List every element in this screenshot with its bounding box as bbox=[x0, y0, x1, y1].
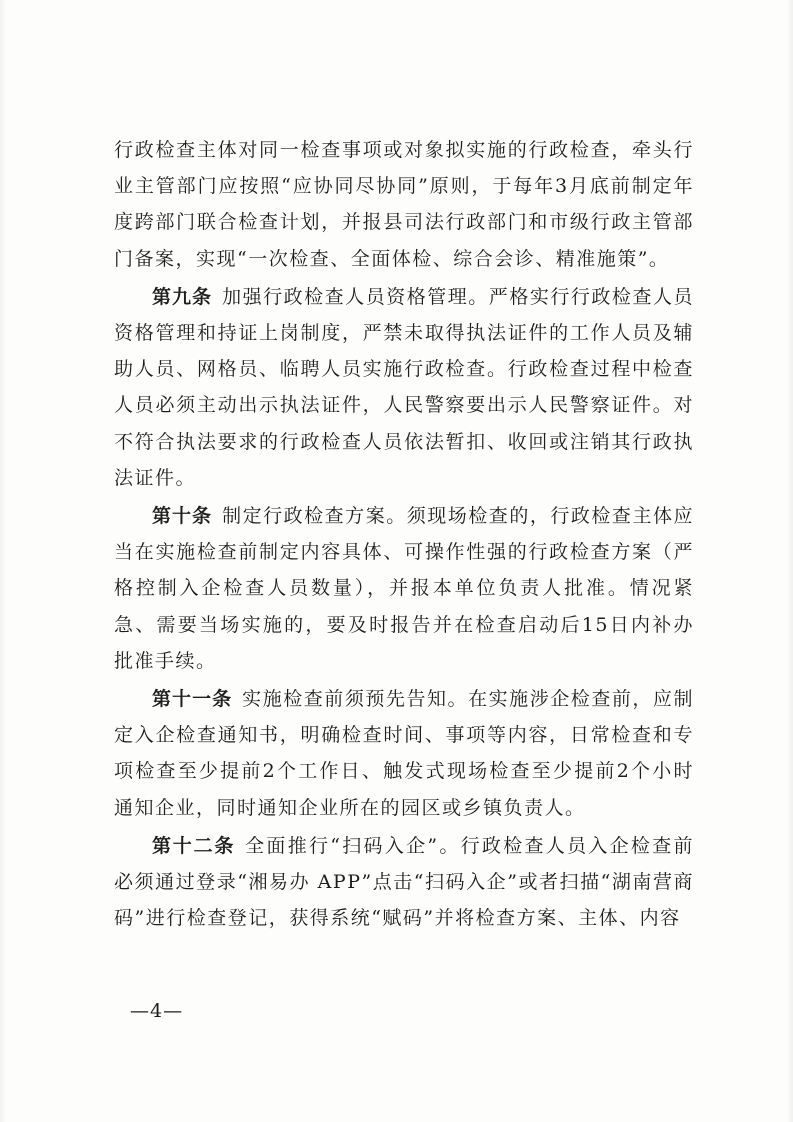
scan-edge-left bbox=[0, 0, 6, 1122]
paragraph-text: 全面推行“扫码入企”。行政检查人员入企检查前必须通过登录“湘易办 APP”点击“扫码入企”或者扫描“湖南营商码”进行检查登记，获得系统“赋码”并将检查方案、主体、内容 bbox=[114, 834, 694, 930]
article-12 bbox=[114, 828, 694, 937]
document-page bbox=[114, 132, 694, 938]
page-number: —4— bbox=[130, 1000, 184, 1022]
paragraph-continuation bbox=[114, 132, 694, 277]
article-heading: 第十一条 bbox=[152, 688, 233, 711]
article-10 bbox=[114, 498, 694, 679]
article-9 bbox=[114, 279, 694, 496]
paragraph-text: 实施检查前须预先告知。在实施涉企检查前，应制定入企检查通知书，明确检查时间、事项等内容，日常检查和专项检查至少提前2个工作日、触发式现场检查至少提前2个小时通知企业，同时通知企业所在的园区或乡镇负责人。 bbox=[114, 688, 694, 819]
paragraph-text: 行政检查主体对同一检查事项或对象拟实施的行政检查，牵头行业主管部门应按照“应协同尽协同”原则，于每年3月底前制定年度跨部门联合检查计划，并报县司法行政部门和市级行政主管部门备案，实现“一次检查、全面体检、综合会诊、精准施策”。 bbox=[114, 139, 694, 270]
article-heading: 第十条 bbox=[152, 505, 213, 528]
article-heading: 第十二条 bbox=[152, 834, 236, 857]
paragraph-text: 加强行政检查人员资格管理。严格实行行政检查人员资格管理和持证上岗制度，严禁未取得执法证件的工作人员及辅助人员、网格员、临聘人员实施行政检查。行政检查过程中检查人员必须主动出示执法证件，人民警察要出示人民警察证件。对不符合执法要求的行政检查人员依法暂扣、收回或注销其行政执法证件。 bbox=[114, 285, 694, 489]
paragraph-text: 制定行政检查方案。须现场检查的，行政检查主体应当在实施检查前制定内容具体、可操作性强的行政检查方案（严格控制入企检查人员数量），并报本单位负责人批准。情况紧急、需要当场实施的，要及时报告并在检查启动后15日内补办批准手续。 bbox=[114, 505, 694, 672]
article-heading: 第九条 bbox=[152, 285, 213, 308]
article-11 bbox=[114, 681, 694, 826]
scan-edge-right bbox=[787, 0, 793, 1122]
